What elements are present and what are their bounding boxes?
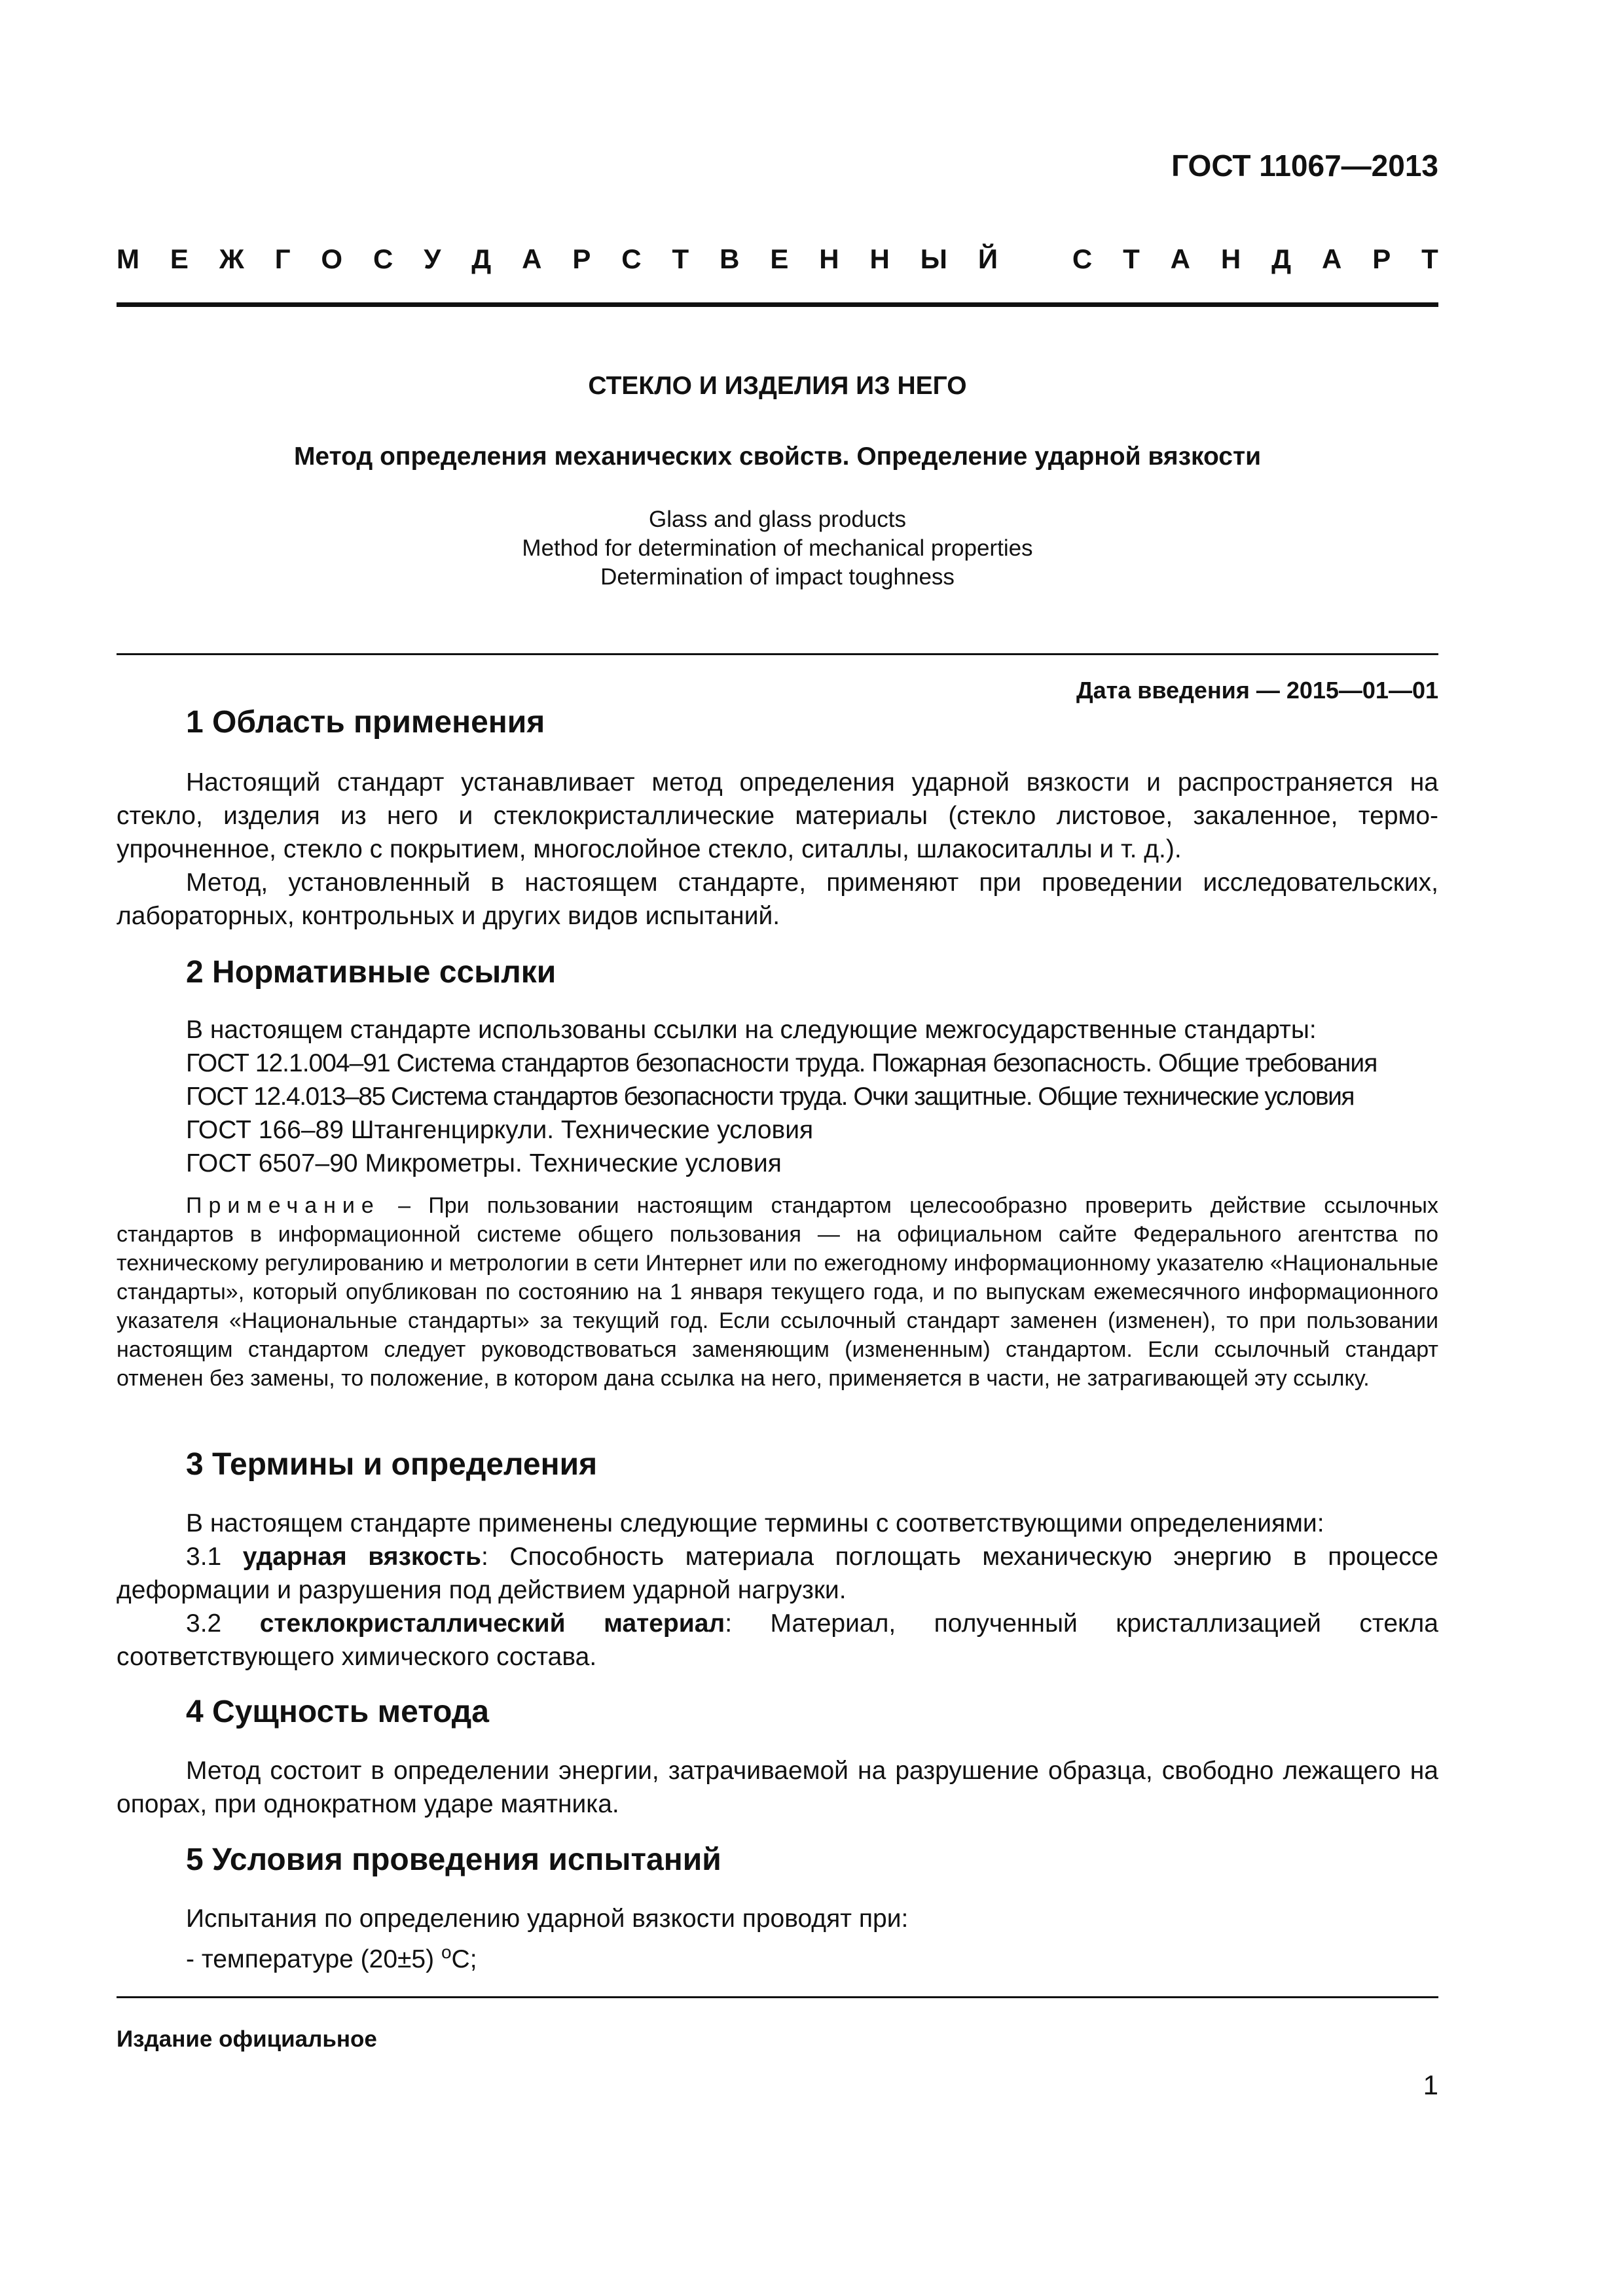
condition-text: - температуре (20±5): [186, 1945, 441, 1973]
term-name: стеклокристаллический материал: [259, 1609, 725, 1638]
top-rule: [117, 302, 1438, 307]
term-definition: [117, 1607, 1438, 1674]
page-number: 1: [1423, 2070, 1438, 2100]
normative-note: [117, 1191, 1438, 1393]
heading-letter: Н: [869, 243, 890, 274]
section-5-heading: 5 Условия проведения испытаний: [186, 1842, 721, 1877]
introduction-date: Дата введения — 2015—01—01: [1076, 677, 1438, 704]
heading-letter: О: [321, 243, 343, 274]
heading-letter: А: [1170, 243, 1190, 274]
section-3-lead: В настоящем стандарте применены следующие термины с соответствующими определениями:: [186, 1509, 1324, 1537]
condition-item: [186, 1935, 477, 1976]
section-4-paragraph: Метод состоит в определении энергии, затрачиваемой на разрушение образца, свободно лежащего на опорах, при однократном ударе маятника.: [117, 1757, 1438, 1818]
section-3-heading: 3 Термины и определения: [186, 1447, 598, 1482]
section-1-heading: 1 Область применения: [186, 705, 545, 740]
section-1-paragraph: Настоящий стандарт устанавливает метод определения ударной вязкости и распространяется на стекло, изделия из него и стеклокристаллические материалы (стекло листовое, закаленное, термо-упрочненное, стекло с покрытием, многослойное стекло, ситаллы, шлакоситаллы и т. д.).: [117, 768, 1438, 863]
section-2-heading: 2 Нормативные ссылки: [186, 955, 556, 990]
heading-letter: Р: [572, 243, 591, 274]
heading-letter: Т: [1421, 243, 1438, 274]
english-title-line: Glass and glass products: [649, 507, 906, 532]
note-label: Примечание: [186, 1193, 380, 1218]
english-title: [117, 505, 1438, 592]
heading-letter: Т: [672, 243, 689, 274]
section-2-lead: В настоящем стандарте использованы ссылки на следующие межгосударственные стандарты:: [186, 1016, 1317, 1044]
reference-item: ГОСТ 12.4.013–85 Система стандартов безопасности труда. Очки защитные. Общие технические условия: [186, 1083, 1355, 1111]
heading-letter: Е: [770, 243, 789, 274]
reference-item: ГОСТ 6507–90 Микрометры. Технические условия: [186, 1149, 782, 1177]
section-4-heading: 4 Сущность метода: [186, 1695, 489, 1729]
heading-letter: Д: [1271, 243, 1292, 274]
heading-letter: С: [373, 243, 393, 274]
term-number: 3.1: [186, 1543, 243, 1571]
section-1-paragraph: Метод, установленный в настоящем стандарте, применяют при проведении исследовательских, лабораторных, контрольных и других видов испытаний.: [117, 869, 1438, 930]
heading-letter: С: [621, 243, 642, 274]
edition-label: Издание официальное: [117, 2026, 377, 2052]
heading-letter: Й: [977, 243, 998, 274]
heading-letter: Н: [819, 243, 839, 274]
word-gap: [1029, 243, 1042, 275]
document-subtitle: Метод определения механических свойств. Определение ударной вязкости: [293, 442, 1262, 471]
heading-letter: В: [720, 243, 740, 274]
heading-letter: Е: [170, 243, 189, 274]
heading-letter: Ж: [219, 243, 244, 274]
footer-rule: [117, 1996, 1438, 1998]
term-text: : Материал, полученный кристаллизацией стекла соответствующего химического состава.: [117, 1609, 1438, 1671]
reference-item: ГОСТ 12.1.004–91 Система стандартов безопасности труда. Пожарная безопасность. Общие требования: [186, 1049, 1377, 1077]
english-title-line: Method for determination of mechanical properties: [522, 535, 1033, 561]
note-text: – При пользовании настоящим стандартом целесообразно проверить действие ссылочных стандартов в информационной системе общего пользования — на официальном сайте Федерального агентства по техническому регулированию и метрологии в сети Интернет или по ежегодному информационному указателю «Национальные стандарты», который опубликован по состоянию на 1 января текущего года, и по выпускам ежемесячного информационного указателя «Национальные стандарты» за текущий год. Если ссылочный стандарт заменен (изменен), то при пользовании настоящим стандартом следует руководствоваться заменяющим (измененным) стандартом. Если ссылочный стандарт отменен без замены, то положение, в котором дана ссылка на него, применяется в части, не затрагивающей эту ссылку.: [117, 1193, 1438, 1391]
heading-letter: А: [1321, 243, 1342, 274]
condition-unit: С;: [451, 1945, 477, 1973]
heading-letter: Д: [471, 243, 492, 274]
reference-item: ГОСТ 166–89 Штангенциркули. Технические условия: [186, 1116, 814, 1144]
heading-letter: Р: [1372, 243, 1391, 274]
document-number: ГОСТ 11067—2013: [1171, 149, 1438, 183]
term-definition: [117, 1540, 1438, 1607]
heading-letter: Г: [274, 243, 291, 274]
standard-kind-heading: [117, 243, 1438, 275]
heading-letter: Т: [1123, 243, 1140, 274]
document-title: СТЕКЛО И ИЗДЕЛИЯ ИЗ НЕГО: [588, 372, 967, 400]
heading-letter: Ы: [920, 243, 947, 274]
degree-mark: о: [441, 1942, 452, 1962]
term-number: 3.2: [186, 1609, 260, 1638]
heading-letter: У: [424, 243, 441, 274]
term-name: ударная вязкость: [242, 1543, 481, 1571]
title-rule: [117, 653, 1438, 655]
heading-letter: А: [522, 243, 542, 274]
term-text: : Способность материала поглощать механическую энергию в процессе деформации и разрушения под действием ударной нагрузки.: [117, 1543, 1439, 1604]
heading-letter: М: [117, 243, 139, 274]
section-5-lead: Испытания по определению ударной вязкости проводят при:: [186, 1905, 909, 1933]
english-title-line: Determination of impact toughness: [600, 564, 955, 590]
heading-letter: Н: [1220, 243, 1241, 274]
heading-letter: С: [1072, 243, 1093, 274]
